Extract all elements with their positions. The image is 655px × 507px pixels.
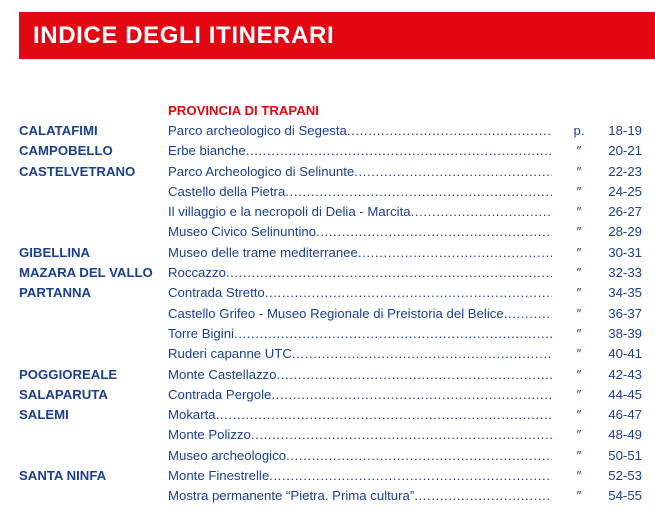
index-row <box>0 466 655 486</box>
itinerary-title: Museo archeologico <box>168 447 287 463</box>
itinerary-entry <box>168 427 552 442</box>
itinerary-entry <box>168 326 552 341</box>
itinerary-entry <box>168 387 552 402</box>
itinerary-title: Contrada Pergole <box>168 386 272 402</box>
index-row <box>0 304 655 324</box>
province-heading: PROVINCIA DI TRAPANI <box>168 103 319 118</box>
itinerary-entry <box>168 265 552 280</box>
place-name: SALEMI <box>19 407 69 423</box>
itinerary-title: Torre Bigini <box>168 325 234 341</box>
itinerary-entry <box>168 184 552 199</box>
itinerary-title: Roccazzo <box>168 265 226 281</box>
itinerary-entry <box>168 245 552 260</box>
dot-leader <box>226 265 552 280</box>
dot-leader <box>216 407 552 422</box>
dot-leader <box>285 184 552 199</box>
itinerary-title: Castello Grifeo - Museo Regionale di Preistoria del Belice <box>168 305 504 321</box>
index-table <box>0 121 655 507</box>
itinerary-title: Mokarta <box>168 407 216 423</box>
itinerary-entry <box>168 224 552 239</box>
place-name: MAZARA DEL VALLO <box>19 265 153 281</box>
itinerary-title: Monte Polizzo <box>168 427 251 443</box>
dot-leader <box>265 285 552 300</box>
itinerary-entry <box>168 143 552 158</box>
place-name: PARTANNA <box>19 285 92 301</box>
itinerary-entry <box>168 346 552 361</box>
place-name: CAMPOBELLO <box>19 143 113 159</box>
index-row <box>0 263 655 283</box>
index-row <box>0 162 655 182</box>
ditto-mark: ″ <box>576 447 582 463</box>
place-name: CALATAFIMI <box>19 123 98 138</box>
itinerary-entry <box>168 407 552 422</box>
page-range: 40-41 <box>608 346 642 362</box>
ditto-mark: ″ <box>576 285 582 301</box>
page-range: 48-49 <box>608 427 642 443</box>
index-row <box>0 141 655 161</box>
ditto-mark: ″ <box>576 163 582 179</box>
itinerary-title: Mostra permanente “Pietra. Prima cultura” <box>168 488 415 504</box>
page-range: 44-45 <box>608 386 642 402</box>
page-title: INDICE DEGLI ITINERARI <box>33 21 335 49</box>
index-row <box>0 222 655 242</box>
itinerary-entry <box>168 488 552 503</box>
index-row <box>0 202 655 222</box>
itinerary-title: Parco Archeologico di Selinunte <box>168 163 355 179</box>
page-range: 30-31 <box>608 244 642 260</box>
page-range: 34-35 <box>608 285 642 301</box>
index-row <box>0 385 655 405</box>
ditto-mark: ″ <box>576 204 582 220</box>
title-banner <box>19 12 655 59</box>
ditto-mark: ″ <box>576 488 582 504</box>
index-row <box>0 405 655 425</box>
ditto-mark: ″ <box>576 183 582 199</box>
ditto-mark: ″ <box>576 224 582 240</box>
page-range: 28-29 <box>608 224 642 240</box>
index-row <box>0 243 655 263</box>
itinerary-entry <box>168 164 552 179</box>
page-range: 50-51 <box>608 447 642 463</box>
page-range: 26-27 <box>608 204 642 220</box>
itinerary-title: Monte Castellazzo <box>168 366 277 382</box>
page-range: 24-25 <box>608 183 642 199</box>
itinerary-title: Castello della Pietra <box>168 183 286 199</box>
index-row <box>0 182 655 202</box>
dot-leader <box>246 143 552 158</box>
itinerary-title: Parco archeologico di Segesta <box>168 123 347 138</box>
dot-leader <box>292 346 552 361</box>
itinerary-entry <box>168 367 552 382</box>
place-name: SALAPARUTA <box>19 386 108 402</box>
ditto-mark: ″ <box>576 468 582 484</box>
index-row <box>0 324 655 344</box>
page-range: 36-37 <box>608 305 642 321</box>
index-row <box>0 425 655 445</box>
ditto-mark: ″ <box>576 427 582 443</box>
ditto-mark: ″ <box>576 244 582 260</box>
itinerary-title: Il villaggio e la necropoli di Delia - Marcita <box>168 204 411 220</box>
itinerary-title: Erbe bianche <box>168 143 246 159</box>
place-name: POGGIOREALE <box>19 366 118 382</box>
dot-leader <box>347 123 552 138</box>
page-range: 20-21 <box>608 143 642 159</box>
page-range: 54-55 <box>608 488 642 504</box>
itinerary-title: Monte Finestrelle <box>168 468 270 484</box>
dot-leader <box>504 306 552 321</box>
itinerary-entry <box>168 123 552 138</box>
ditto-mark: ″ <box>576 386 582 402</box>
dot-leader <box>269 468 552 483</box>
dot-leader <box>316 224 552 239</box>
page-range: 42-43 <box>608 366 642 382</box>
itinerary-title: Museo Civico Selinuntino <box>168 224 317 240</box>
ditto-mark: ″ <box>576 366 582 382</box>
itinerary-title: Contrada Stretto <box>168 285 265 301</box>
dot-leader <box>286 448 552 463</box>
dot-leader <box>271 387 552 402</box>
dot-leader <box>276 367 552 382</box>
ditto-mark: ″ <box>576 305 582 321</box>
dot-leader <box>358 245 552 260</box>
index-row <box>0 344 655 364</box>
index-row <box>0 446 655 466</box>
dot-leader <box>354 164 552 179</box>
page-range: 46-47 <box>608 407 642 423</box>
dot-leader <box>411 204 552 219</box>
page-range: 22-23 <box>608 163 642 179</box>
dot-leader <box>251 427 552 442</box>
place-name: CASTELVETRANO <box>19 163 136 179</box>
itinerary-entry <box>168 448 552 463</box>
itinerary-entry <box>168 306 552 321</box>
page-range: 18-19 <box>608 123 642 138</box>
itinerary-title: Ruderi capanne UTC <box>168 346 292 362</box>
page-range: 32-33 <box>608 265 642 281</box>
itinerary-entry <box>168 468 552 483</box>
index-row <box>0 365 655 385</box>
place-name: GIBELLINA <box>19 244 91 260</box>
ditto-mark: ″ <box>576 265 582 281</box>
dot-leader <box>414 488 552 503</box>
dot-leader <box>234 326 552 341</box>
ditto-mark: ″ <box>576 407 582 423</box>
index-row <box>0 486 655 506</box>
page-marker: p. <box>573 123 585 138</box>
itinerary-title: Museo delle trame mediterranee <box>168 244 358 260</box>
ditto-mark: ″ <box>576 346 582 362</box>
place-name: SANTA NINFA <box>19 468 107 484</box>
page-range: 52-53 <box>608 468 642 484</box>
page-range: 38-39 <box>608 325 642 341</box>
itinerary-entry <box>168 285 552 300</box>
ditto-mark: ″ <box>576 325 582 341</box>
index-row <box>0 283 655 303</box>
ditto-mark: ″ <box>576 143 582 159</box>
index-row <box>0 121 655 141</box>
itinerary-entry <box>168 204 552 219</box>
